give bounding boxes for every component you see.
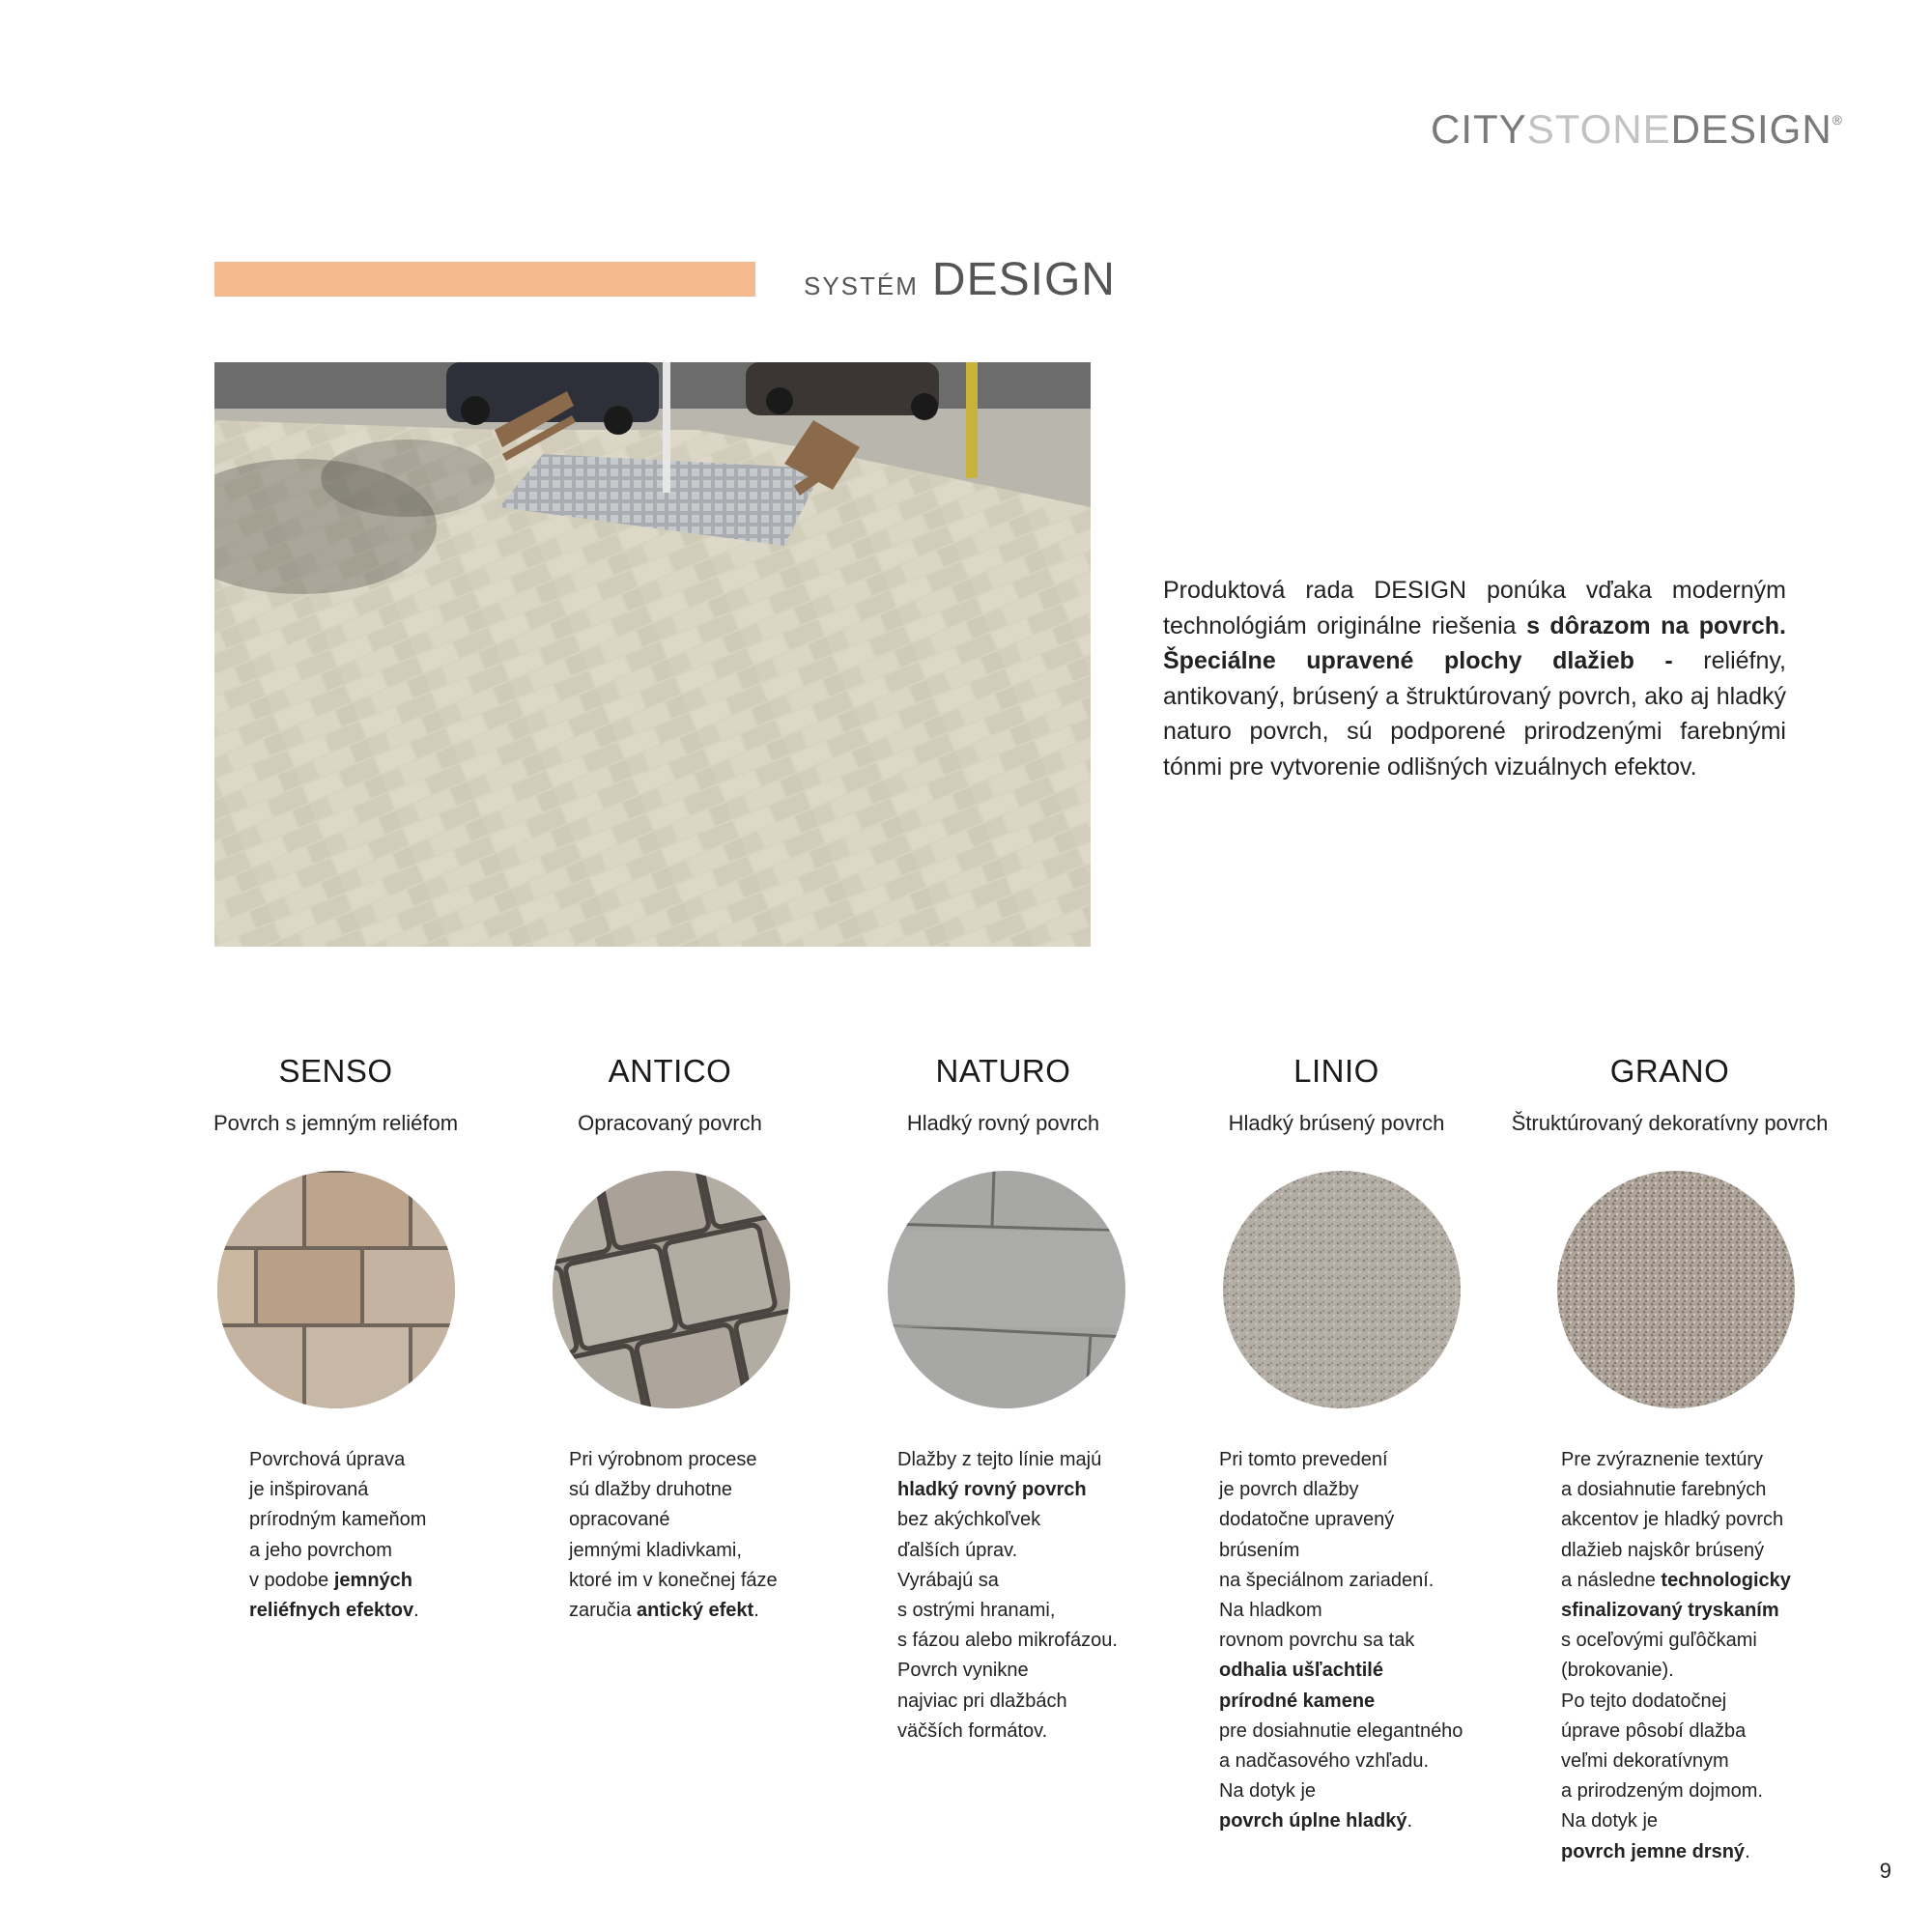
surface-subtitle: Štruktúrovaný dekoratívny povrch	[1511, 1111, 1829, 1135]
linio-description: Pri tomto prevedení je povrch dlažby dodatočne upravený brúsením na špeciálnom zariadení. Na hladkom rovnom povrchu sa tak odhalia ušľachtilé prírodné kamene pre dosiahnutie elegantného a nadčasového vzhľadu. Na dotyk je povrch úplne hladký.	[1219, 1449, 1463, 1833]
naturo-description: Dlažby z tejto línie majú hladký rovný povrch bez akýchkoľvek ďalších úprav. Vyrábajú sa s ostrými hranami, s fázou alebo mikrofázou. Povrch vynikne najviac pri dlažbách väčších formátov.	[897, 1449, 1118, 1742]
surface-senso-header	[169, 1053, 502, 1136]
surface-name: ANTICO	[608, 1053, 732, 1089]
brand-city: CITY	[1431, 106, 1527, 152]
surface-subtitle: Povrch s jemným reliéfom	[213, 1111, 459, 1135]
brand-stone: STONE	[1526, 106, 1671, 152]
accent-bar	[214, 262, 755, 297]
surface-linio-header	[1170, 1053, 1503, 1136]
intro-bold: s dôrazom na povrch. Špeciálne upravené plochy dlažieb -	[1163, 611, 1786, 674]
surface-subtitle: Opracovaný povrch	[578, 1111, 762, 1135]
surface-subtitle: Hladký rovný povrch	[906, 1111, 1100, 1135]
grano-texture-swatch	[1557, 1171, 1795, 1408]
section-title	[804, 253, 1116, 306]
surface-antico-header	[503, 1053, 837, 1136]
brand-logo	[1431, 106, 1843, 153]
surface-name: NATURO	[935, 1053, 1071, 1089]
intro-text-1: Produktová rada DESIGN ponúka vďaka moderným technológiám originálne riešenia	[1163, 577, 1786, 639]
antico-texture-swatch	[553, 1171, 790, 1408]
hero-paving-photo	[214, 362, 1091, 947]
brand-design: DESIGN	[1670, 106, 1833, 152]
intro-paragraph	[1163, 573, 1786, 784]
senso-texture-swatch	[217, 1171, 455, 1408]
surface-naturo-header	[837, 1053, 1170, 1136]
surface-name: GRANO	[1609, 1053, 1730, 1089]
section-title-big: DESIGN	[931, 254, 1116, 305]
senso-description: Povrchová úprava je inšpirovaná prírodným kameňom a jeho povrchom v podobe jemných reliéfnych efektov.	[249, 1449, 427, 1622]
intro-text-2: reliéfny, antikovaný, brúsený a štruktúrovaný povrch, ako aj hladký naturo povrch, sú podporené prirodzenými farebnými tónmi pre vytvorenie odlišných vizuálnych efektov.	[1163, 647, 1786, 781]
grano-description: Pre zvýraznenie textúry a dosiahnutie farebných akcentov je hladký povrch dlažieb najskôr brúsený a následne technologicky sfinalizovaný tryskaním s oceľovými guľôčkami (brokovanie). Po tejto dodatočnej úprave pôsobí dlažba veľmi dekoratívnym a prirodzeným dojmom. Na dotyk je povrch jemne drsný.	[1561, 1449, 1791, 1862]
naturo-texture-swatch	[888, 1171, 1125, 1408]
registered-mark: ®	[1832, 112, 1843, 128]
section-title-small: SYSTÉM	[804, 271, 919, 300]
surface-grano-header	[1503, 1053, 1836, 1136]
page-number: 9	[1879, 1859, 1891, 1883]
surface-name: SENSO	[278, 1053, 393, 1089]
surface-subtitle: Hladký brúsený povrch	[1228, 1111, 1445, 1135]
linio-texture-swatch	[1223, 1171, 1461, 1408]
antico-description: Pri výrobnom procese sú dlažby druhotne opracované jemnými kladivkami, ktoré im v konečnej fáze zaručia antický efekt.	[569, 1449, 778, 1622]
surface-name: LINIO	[1293, 1053, 1379, 1089]
